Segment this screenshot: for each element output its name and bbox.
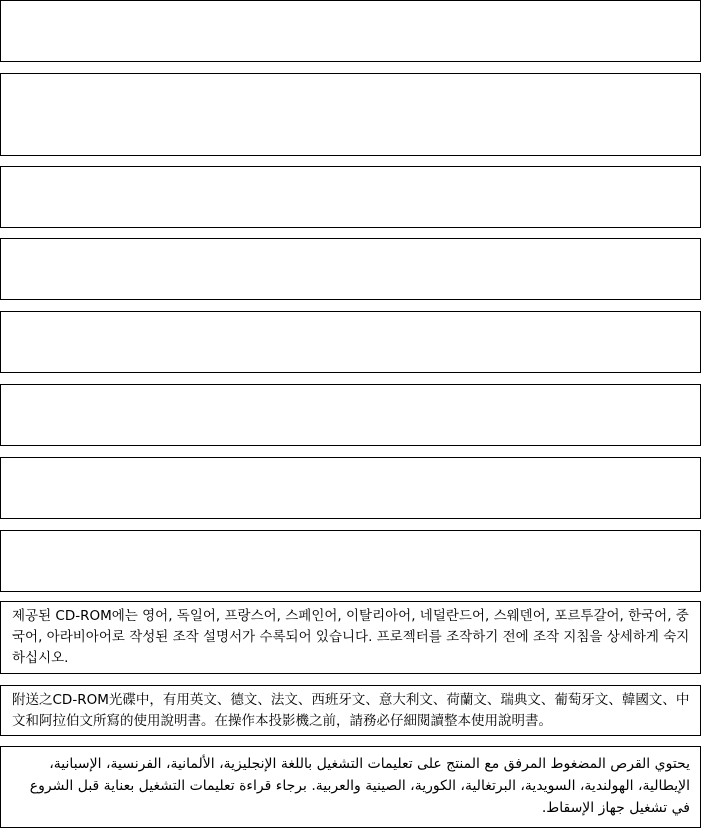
arabic-notice-text: يحتوي القرص المضغوط المرفق مع المنتج على تعليمات التشغيل باللغة الإنجليزية، الألمانية، الفرنسية، الإسبانية، الإيطالية، الهولندية، السويدية، البرتغالية، الكورية، الصينية والعربية. برجاء قراءة تعليمات التشغيل بعناية قبل الشروع في تشغيل جهاز الإسقاط. xyxy=(29,756,690,816)
empty-box-1 xyxy=(0,0,701,62)
empty-box-8 xyxy=(0,530,701,592)
korean-notice-text: 제공된 CD-ROM에는 영어, 독일어, 프랑스어, 스페인어, 이탈리아어, 네덜란드어, 스웨덴어, 포르투갈어, 한국어, 중국어, 아라비아어로 작성된 조작 설명서가 수록되어 있습니다. 프로젝터를 조작하기 전에 조작 지침을 상세하게 숙지하십시오. xyxy=(12,608,690,666)
chinese-notice-text: 附送之CD-ROM光碟中，有用英文、德文、法文、西班牙文、意大利文、荷蘭文、瑞典文、葡萄牙文、韓國文、中文和阿拉伯文所寫的使用說明書。在操作本投影機之前，請務必仔細閱讀整本使用說明書。 xyxy=(12,692,690,729)
empty-box-7 xyxy=(0,457,701,519)
empty-box-3 xyxy=(0,166,701,228)
empty-box-4 xyxy=(0,238,701,300)
empty-box-6 xyxy=(0,384,701,446)
empty-box-5 xyxy=(0,311,701,373)
chinese-notice-box xyxy=(0,685,701,736)
korean-notice-box xyxy=(0,601,701,674)
empty-box-2 xyxy=(0,73,701,156)
arabic-notice-box xyxy=(0,746,701,828)
